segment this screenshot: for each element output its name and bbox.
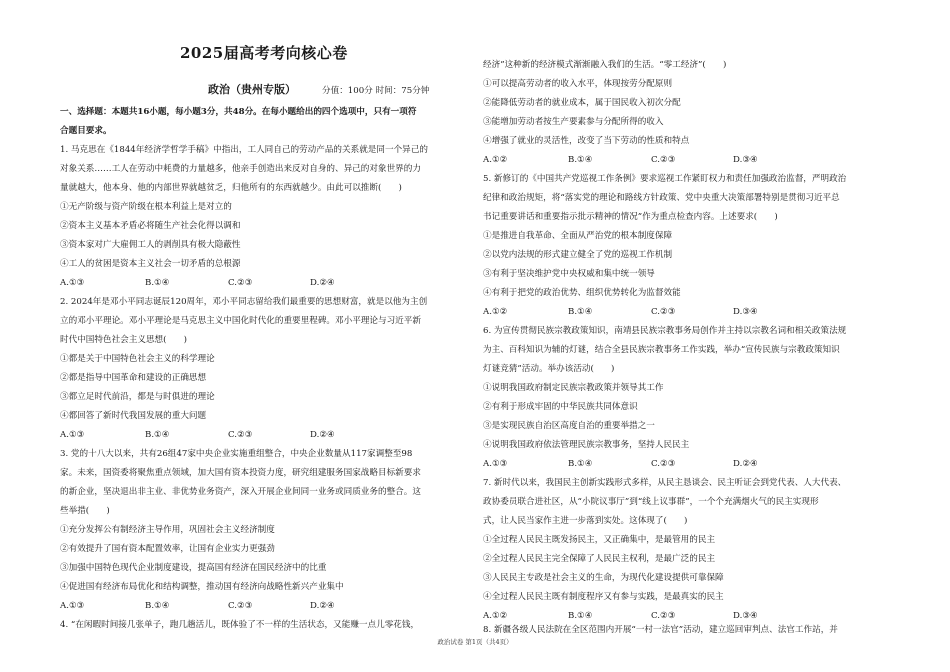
question-4-option: ①可以提高劳动者的收入水平，体现按劳分配原则: [483, 79, 673, 89]
question-7-choices: [483, 610, 891, 622]
choice-d: D.②④: [310, 430, 335, 440]
question-3-stem: 3. 党的十八大以来，共有26组47家中央企业实施重组整合，中央企业数量从117家调整至98: [60, 449, 413, 459]
question-7-stem: 式，让人民当家作主进一步落到实处。这体现了( ): [483, 516, 688, 526]
choice-d: D.②④: [733, 459, 758, 469]
choice-b: B.①④: [145, 430, 170, 440]
score-info: 分值：100分 时间：75分钟: [322, 86, 430, 96]
question-2-stem: 2. 2024年是邓小平同志诞辰120周年，邓小平同志留给我们最重要的思想财富，就是以他为主创: [60, 297, 428, 307]
question-5-stem: 书记重要讲话和重要指示批示精神的情况”作为重点检查内容。上述要求( ): [483, 212, 778, 222]
question-3-option: ②有效提升了国有资本配置效率，让国有企业实力更强劲: [60, 544, 275, 554]
choice-a: A.①②: [483, 155, 508, 165]
question-8-stem: 8. 新疆各级人民法院在全区范围内开展“一村一法官”活动，建立巡回审判点、法官工作站，并: [483, 625, 838, 635]
question-5-choices: [483, 306, 891, 318]
choice-b: B.①④: [145, 278, 170, 288]
question-3-option: ①充分发挥公有制经济主导作用，巩固社会主义经济制度: [60, 525, 275, 535]
choice-a: A.①③: [60, 430, 85, 440]
question-7-stem: 政协委员联合进社区，从“小院议事厅”到“线上议事群”，一个个充满烟火气的民主实现形: [483, 497, 819, 507]
choice-c: C.②③: [651, 155, 676, 165]
question-1-choices: [60, 277, 465, 289]
question-1-stem: 量就越大，他本身、他的内部世界就越贫乏，归他所有的东西就越少。由此可以推断( ): [60, 183, 402, 193]
question-4-option: ④增强了就业的灵活性，改变了当下劳动的性质和特点: [483, 136, 690, 146]
page-title: 2025届高考考向核心卷: [180, 44, 348, 62]
choice-b: B.①④: [568, 459, 593, 469]
choice-d: D.②④: [310, 278, 335, 288]
choice-c: C.②③: [651, 307, 676, 317]
choice-b: B.①④: [568, 307, 593, 317]
question-6-option: ④说明我国政府依法管理民族宗教事务，坚持人民民主: [483, 440, 690, 450]
question-6-option: ②有利于形成牢固的中华民族共同体意识: [483, 402, 638, 412]
choice-d: D.③④: [733, 611, 758, 621]
question-5-option: ②以党内法规的形式建立健全了党的巡视工作机制: [483, 250, 673, 260]
choice-a: A.①②: [483, 611, 508, 621]
question-7-option: ②全过程人民民主完全保障了人民民主权利，是最广泛的民主: [483, 554, 716, 564]
question-7-option: ①全过程人民民主既发扬民主，又正确集中，是最管用的民主: [483, 535, 716, 545]
question-1-option: ④工人的贫困是资本主义社会一切矛盾的总根源: [60, 259, 241, 269]
question-7-option: ③人民民主专政是社会主义的生命，为现代化建设提供可靠保障: [483, 573, 724, 583]
question-7-stem: 7. 新时代以来，我国民主创新实践形式多样，从民主恳谈会、民主听证会到党代表、人大代表、: [483, 478, 847, 488]
question-4-option: ③能增加劳动者按生产要素参与分配所得的收入: [483, 117, 664, 127]
choice-c: C.②③: [651, 611, 676, 621]
choice-c: C.②③: [651, 459, 676, 469]
choice-c: C.②③: [228, 430, 253, 440]
choice-a: A.①③: [483, 459, 508, 469]
question-3-choices: [60, 600, 465, 612]
choice-a: A.①②: [483, 307, 508, 317]
question-4-choices: [483, 154, 891, 166]
question-1-stem: 1. 马克思在《1844年经济学哲学手稿》中指出，工人同自己的劳动产品的关系就是同一个异己的: [60, 145, 428, 155]
question-2-option: ④都回答了新时代我国发展的重大问题: [60, 411, 207, 421]
section-instruction: 一、选择题：本题共16小题，每小题3分，共48分。在每小题给出的四个选项中，只有一项符: [60, 107, 417, 117]
question-1-option: ③资本家对广大雇佣工人的剥削具有极大隐蔽性: [60, 240, 241, 250]
subject-line: [208, 78, 429, 97]
question-2-option: ②都是指导中国革命和建设的正确思想: [60, 373, 207, 383]
question-6-stem: 灯谜竞猜”活动。举办该活动( ): [483, 364, 615, 374]
question-5-stem: 纪律和政治规矩，将“落实党的理论和路线方针政策、党中央重大决策部署特别是贯彻习近平总: [483, 193, 840, 203]
question-3-option: ④促进国有经济布局优化和结构调整，推动国有经济向战略性新兴产业集中: [60, 582, 344, 592]
question-7-option: ④全过程人民民主既有制度程序又有参与实践，是最真实的民主: [483, 592, 724, 602]
choice-b: B.①④: [568, 155, 593, 165]
question-1-option: ②资本主义基本矛盾必将随生产社会化得以调和: [60, 221, 241, 231]
question-4-stem: 4. “在闲暇时间接几张单子，跑几趟活儿，既体验了不一样的生活状态，又能赚一点儿零花钱，: [60, 620, 420, 630]
choice-c: C.②③: [228, 278, 253, 288]
choice-a: A.①③: [60, 278, 85, 288]
question-4-option: ②能降低劳动者的就业成本，属于国民收入初次分配: [483, 98, 681, 108]
question-1-stem: 对象关系……工人在劳动中耗费的力量越多，他亲手创造出来反对自身的、异己的对象世界的力: [60, 164, 421, 174]
question-3-stem: 家。未来，国资委将聚焦重点领域，加大国有资本投资力度，研究组建服务国家战略目标新要求: [60, 468, 421, 478]
question-5-option: ③有利于坚决维护党中央权威和集中统一领导: [483, 269, 655, 279]
question-2-option: ①都是关于中国特色社会主义的科学理论: [60, 354, 215, 364]
question-3-stem: 些举措( ): [60, 506, 110, 516]
choice-b: B.①④: [568, 611, 593, 621]
question-4-stem: 经济”这种新的经济模式渐渐融入我们的生活。“零工经济”( ): [483, 60, 727, 70]
choice-d: D.②④: [310, 601, 335, 611]
page-footer: 政治试卷 第1页（共4页）: [437, 638, 513, 646]
question-2-choices: [60, 429, 465, 441]
question-6-stem: 为主、百科知识为辅的灯谜，结合全县民族宗教事务工作实践，举办“宣传民族与宗教政策知识: [483, 345, 840, 355]
question-5-stem: 5. 新修订的《中国共产党巡视工作条例》要求巡视工作紧盯权力和责任加强政治监督，严明政治: [483, 174, 847, 184]
question-2-stem: 时代中国特色社会主义思想( ): [60, 335, 188, 345]
question-6-choices: [483, 458, 891, 470]
section-instruction: 合题目要求。: [60, 126, 112, 136]
question-1-option: ①无产阶级与资产阶级在根本利益上是对立的: [60, 202, 232, 212]
subject-title: 政治（贵州专版）: [208, 83, 296, 96]
choice-d: D.③④: [733, 307, 758, 317]
choice-c: C.②③: [228, 601, 253, 611]
question-3-option: ③加强中国特色现代企业制度建设，提高国有经济在国民经济中的比重: [60, 563, 327, 573]
question-5-option: ①是推进自我革命、全面从严治党的根本制度保障: [483, 231, 673, 241]
question-3-stem: 的新企业，坚决退出非主业、非优势业务资产，深入开展企业间同一业务或同质业务的整合。这: [60, 487, 421, 497]
question-6-stem: 6. 为宣传贯彻民族宗教政策知识，南靖县民族宗教事务局创作并主持以宗教名词和相关政策法规: [483, 326, 847, 336]
question-6-option: ①说明我国政府制定民族宗教政策并领导其工作: [483, 383, 664, 393]
choice-a: A.①③: [60, 601, 85, 611]
choice-d: D.③④: [733, 155, 758, 165]
question-2-option: ③都立足时代前沿，都是与时俱进的理论: [60, 392, 215, 402]
question-5-option: ④有利于把党的政治优势、组织优势转化为监督效能: [483, 288, 681, 298]
question-2-stem: 立的邓小平理论。邓小平理论是马克思主义中国化时代化的重要里程碑。邓小平理论与习近平新: [60, 316, 421, 326]
question-6-option: ③是实现民族自治区高度自治的重要举措之一: [483, 421, 655, 431]
choice-b: B.①④: [145, 601, 170, 611]
